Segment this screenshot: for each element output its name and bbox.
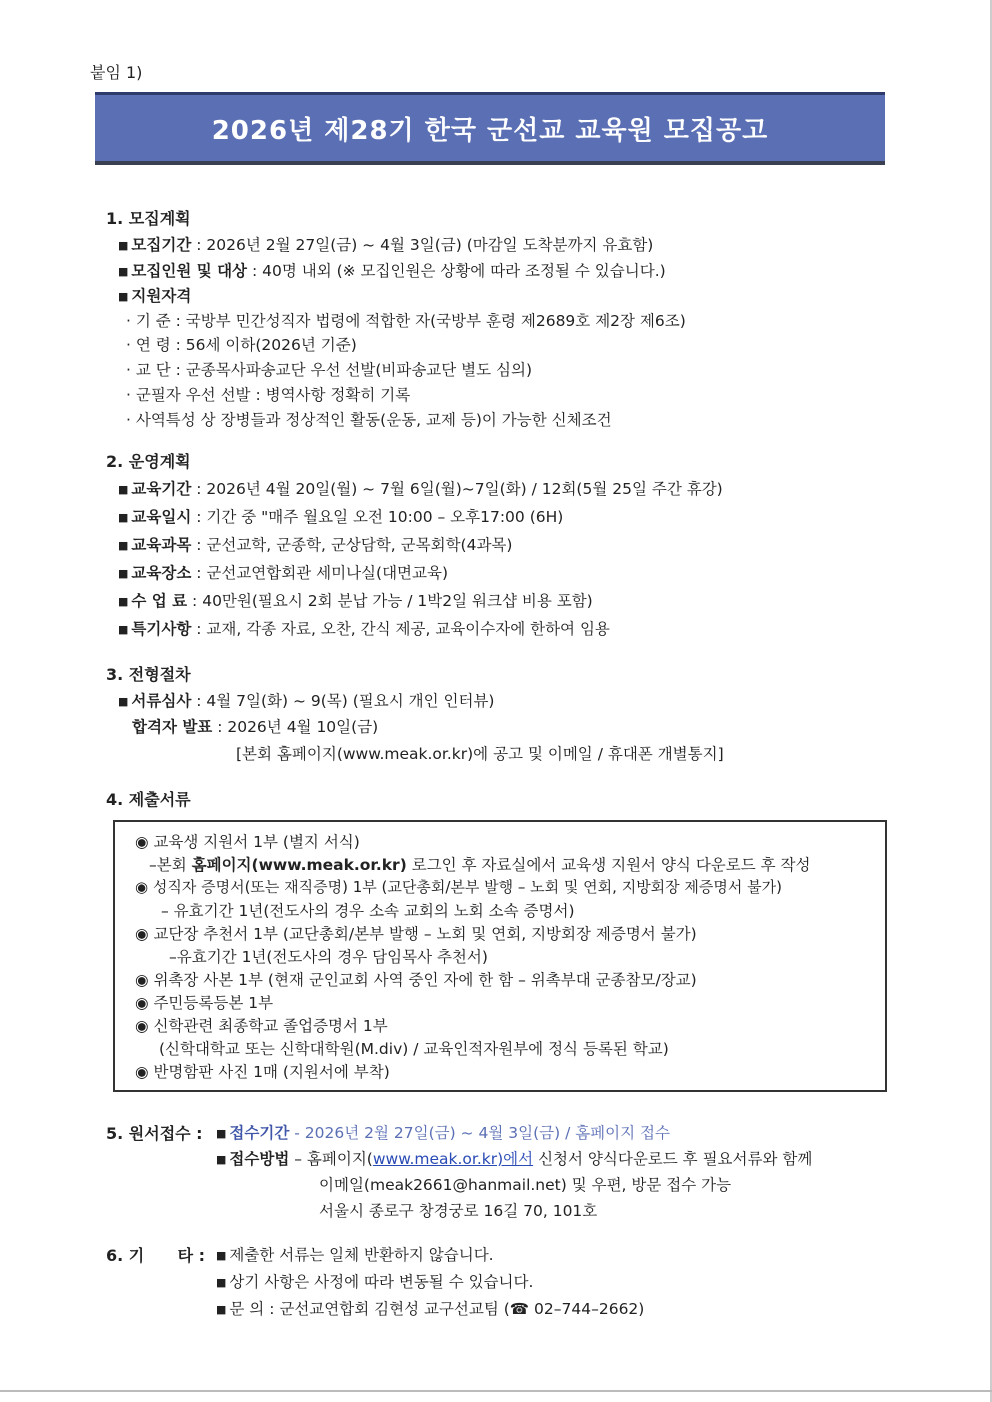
square-bullet-icon: ■ [118, 695, 129, 708]
square-bullet-icon: ■ [118, 567, 129, 580]
s2-line: ■ 교육장소 : 군선교연합회관 세미나실(대면교육) [118, 564, 449, 582]
doc-item: ◉ 교육생 지원서 1부 (별지 서식) [135, 833, 360, 851]
square-bullet-icon: ■ [118, 290, 129, 303]
doc-item: ◉ 주민등록등본 1부 [135, 994, 274, 1012]
square-bullet-icon: ■ [118, 511, 129, 524]
section6-heading: 6. 기 타 : [106, 1246, 206, 1265]
s6-line: ■ 제출한 서류는 일체 반환하지 않습니다. [216, 1246, 494, 1264]
square-bullet-icon: ■ [216, 1303, 227, 1316]
square-bullet-icon: ■ [118, 623, 129, 636]
s1-qual-label: ■ 지원자격 [118, 287, 192, 305]
square-bullet-icon: ■ [118, 265, 129, 278]
square-bullet-icon: ■ [216, 1249, 227, 1262]
s2-line: ■ 교육과목 : 군선교학, 군종학, 군상담학, 군목회학(4과목) [118, 536, 513, 554]
s1-qual-item: · 군필자 우선 선발 : 병역사항 정확히 기록 [126, 386, 411, 404]
doc-item: ◉ 교단장 추천서 1부 (교단총회/본부 발행 – 노회 및 연회, 지방회장 제증명서 불가) [135, 925, 697, 943]
s1-quota: ■ 모집인원 및 대상 : 40명 내외 (※ 모집인원은 상황에 따라 조정될 수 있습니다.) [118, 262, 666, 280]
doc-sub: (신학대학교 또는 신학대학원(M.div) / 교육인적자원부에 정식 등록된 학교) [159, 1040, 669, 1058]
s3-line: ■ 서류심사 : 4월 7일(화) ~ 9(목) (필요시 개인 인터뷰) [118, 692, 495, 710]
square-bullet-icon: ■ [118, 239, 129, 252]
s1-qual-item: · 교 단 : 군종목사파송교단 우선 선발(비파송교단 별도 심의) [126, 361, 533, 379]
page-title: 2026년 제28기 한국 군선교 교육원 모집공고 [211, 115, 769, 146]
doc-sub: –본회 홈페이지(www.meak.or.kr) 로그인 후 자료실에서 교육생 지원서 양식 다운로드 후 작성 [149, 856, 811, 874]
s3-line: [본회 홈페이지(www.meak.or.kr)에 공고 및 이메일 / 휴대폰 개별통지] [236, 745, 724, 763]
s6-line: ■ 문 의 : 군선교연합회 김현성 교구선교팀 (☎ 02–744–2662) [216, 1300, 645, 1318]
title-banner [95, 92, 885, 165]
s1-period: ■ 모집기간 : 2026년 2월 27일(금) ~ 4월 3일(금) (마감일 도착분까지 유효함) [118, 236, 654, 254]
s1-qual-item: · 기 준 : 국방부 민간성직자 법령에 적합한 자(국방부 훈령 제2689호 제2장 제6조) [126, 312, 686, 330]
section5-heading: 5. 원서접수 : [106, 1124, 203, 1143]
s1-qual-item: · 연 령 : 56세 이하(2026년 기준) [126, 336, 357, 354]
square-bullet-icon: ■ [216, 1153, 227, 1166]
s5-line: 서울시 종로구 창경궁로 16길 70, 101호 [319, 1202, 598, 1220]
square-bullet-icon: ■ [216, 1127, 227, 1140]
square-bullet-icon: ■ [118, 483, 129, 496]
attachment-label: 붙임 1) [90, 63, 143, 82]
scan-edge-bottom [0, 1390, 992, 1392]
doc-item: ◉ 위촉장 사본 1부 (현재 군인교회 사역 중인 자에 한 함 – 위촉부대 군종참모/장교) [135, 971, 697, 989]
square-bullet-icon: ■ [216, 1276, 227, 1289]
section4-heading: 4. 제출서류 [106, 790, 191, 809]
doc-sub: – 유효기간 1년(전도사의 경우 소속 교회의 노회 소속 증명서) [161, 902, 575, 920]
s5-line: 이메일(meak2661@hanmail.net) 및 우편, 방문 접수 가능 [319, 1176, 732, 1194]
s2-line: ■ 수 업 료 : 40만원(필요시 2회 분납 가능 / 1박2일 워크샵 비용 포함) [118, 592, 593, 610]
square-bullet-icon: ■ [118, 539, 129, 552]
section1-heading: 1. 모집계획 [106, 209, 191, 228]
s3-line: 합격자 발표 : 2026년 4월 10일(금) [132, 718, 379, 736]
homepage-link[interactable]: www.meak.or.kr)에서 [372, 1150, 534, 1168]
s2-line: ■ 특기사항 : 교재, 각종 자료, 오찬, 간식 제공, 교육이수자에 한하여 임용 [118, 620, 610, 638]
doc-sub: –유효기간 1년(전도사의 경우 담임목사 추천서) [169, 948, 488, 966]
s6-line: ■ 상기 사항은 사정에 따라 변동될 수 있습니다. [216, 1273, 534, 1291]
doc-item: ◉ 신학관련 최종학교 졸업증명서 1부 [135, 1017, 388, 1035]
s5-period: ■ 접수기간 - 2026년 2월 27일(금) ~ 4월 3일(금) / 홈페이지 접수 [216, 1124, 670, 1142]
doc-item: ◉ 반명함판 사진 1매 (지원서에 부착) [135, 1063, 390, 1081]
documents-box [113, 820, 887, 1092]
s2-line: ■ 교육일시 : 기간 중 "매주 월요일 오전 10:00 – 오후17:00 (6H) [118, 508, 564, 526]
s1-qual-item: · 사역특성 상 장병들과 정상적인 활동(운동, 교제 등)이 가능한 신체조건 [126, 411, 612, 429]
s2-line: ■ 교육기간 : 2026년 4월 20일(월) ~ 7월 6일(월)~7일(화) / 12회(5월 25일 주간 휴강) [118, 480, 723, 498]
section2-heading: 2. 운영계획 [106, 452, 191, 471]
square-bullet-icon: ■ [118, 595, 129, 608]
doc-item: ◉ 성직자 증명서(또는 재직증명) 1부 (교단총회/본부 발행 – 노회 및 연회, 지방회장 제증명서 불가) [135, 878, 782, 896]
s5-method: ■ 접수방법 – 홈페이지(www.meak.or.kr)에서 신청서 양식다운로드 후 필요서류와 함께 [216, 1150, 813, 1168]
section3-heading: 3. 전형절차 [106, 665, 191, 684]
